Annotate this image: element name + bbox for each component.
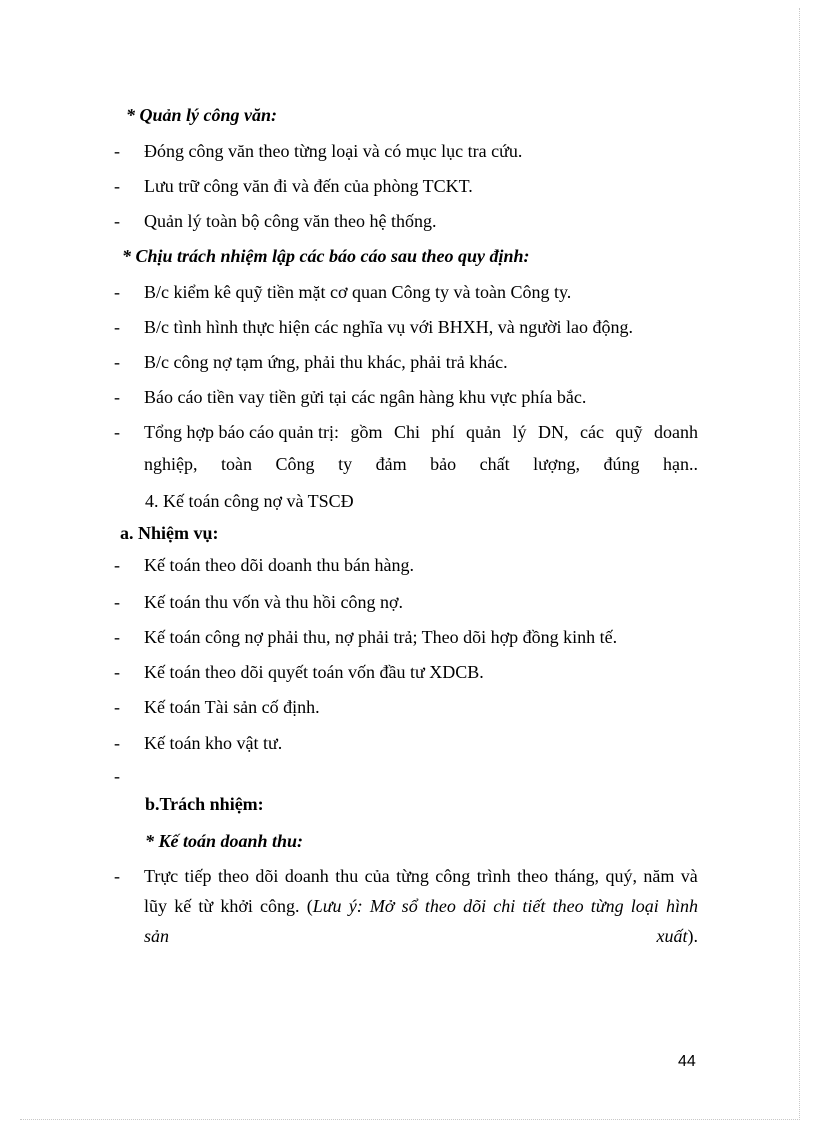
heading-bao-cao: * Chịu trách nhiệm lập các báo cáo sau theo quy định: [122, 246, 530, 266]
justified-word: gồm [350, 422, 383, 442]
list-item-text: Kế toán kho vật tư. [144, 733, 283, 753]
justified-word: Tổng hợp báo cáo quản trị: [144, 422, 339, 442]
list-item [114, 555, 698, 579]
subheading-trach-nhiem: b.Trách nhiệm: [145, 794, 264, 814]
list-item [114, 317, 698, 341]
justified-word: trình [476, 866, 511, 886]
justified-word: theo [517, 866, 549, 886]
list-item-continuation [144, 896, 698, 917]
justified-word: Trực [144, 866, 179, 886]
bullet-dash: - [114, 387, 120, 407]
list-item-text: Kế toán Tài sản cố định. [144, 697, 320, 717]
justified-word: quý, [605, 866, 637, 886]
justified-word: công [435, 866, 471, 886]
list-item-continuation: nghiệp, toàn Công ty đảm bảo chất lượng, đúng hạn.. [144, 454, 698, 474]
bullet-dash: - [114, 211, 120, 231]
justified-word: dõi [255, 866, 279, 886]
note-italic-text: Lưu ý: Mở sổ theo dõi chi tiết theo từng loại hình [312, 896, 698, 916]
bullet-dash: - [114, 766, 120, 786]
justified-word: thu [335, 866, 359, 886]
list-item-text [144, 866, 698, 947]
bullet-dash: - [114, 627, 120, 647]
list-item [114, 627, 698, 651]
justified-line [144, 866, 698, 887]
list-item-text: Kế toán theo dõi doanh thu bán hàng. [144, 555, 414, 575]
bullet-dash: - [114, 697, 120, 717]
bullet-dash: - [114, 592, 120, 612]
list-item [114, 387, 698, 411]
list-item-text: B/c kiểm kê quỹ tiền mặt cơ quan Công ty và toàn Công ty. [144, 282, 572, 302]
list-item [114, 176, 698, 200]
justified-word: từng [396, 866, 429, 886]
justified-word: tiếp [184, 866, 212, 886]
justified-word: lý [512, 422, 527, 442]
list-item-text [144, 422, 698, 475]
justified-line [144, 422, 698, 443]
list-item [114, 592, 698, 616]
list-item [114, 866, 698, 956]
bullet-dash: - [114, 422, 120, 442]
bullet-dash: - [114, 733, 120, 753]
list-item-empty [114, 766, 698, 790]
bullet-dash: - [114, 176, 120, 196]
justified-word: quỹ [615, 422, 643, 442]
continuation-text: ). [687, 926, 698, 946]
list-item-text: Kế toán công nợ phải thu, nợ phải trả; Theo dõi hợp đồng kinh tế. [144, 627, 618, 647]
page-border-right [799, 8, 800, 1120]
list-item-text: Quản lý toàn bộ công văn theo hệ thống. [144, 211, 437, 231]
list-item-text: B/c công nợ tạm ứng, phải thu khác, phải trả khác. [144, 352, 508, 372]
list-item-text: Kế toán thu vốn và thu hồi công nợ. [144, 592, 403, 612]
list-item [114, 422, 698, 482]
bullet-dash: - [114, 141, 120, 161]
bullet-dash: - [114, 282, 120, 302]
list-item [114, 352, 698, 376]
continuation-text: lũy kế từ khởi công. ( [144, 896, 313, 916]
list-item-text: Kế toán theo dõi quyết toán vốn đầu tư XDCB. [144, 662, 484, 682]
justified-word: theo [217, 866, 249, 886]
page-border-bottom [20, 1119, 800, 1120]
justified-word: của [364, 866, 390, 886]
list-item [114, 697, 698, 721]
justified-word: và [680, 866, 698, 886]
justified-word: năm [643, 866, 675, 886]
list-item-text: Lưu trữ công văn đi và đến của phòng TCKT. [144, 176, 473, 196]
subheading-nhiem-vu: a. Nhiệm vụ: [120, 523, 219, 543]
list-item [114, 211, 698, 235]
heading-quan-ly-cong-van: * Quản lý công văn: [126, 105, 278, 125]
list-item-continuation [144, 926, 698, 947]
bullet-dash: - [114, 662, 120, 682]
justified-word: doanh [284, 866, 329, 886]
list-item-text: Báo cáo tiền vay tiền gửi tại các ngân hàng khu vực phía bắc. [144, 387, 587, 407]
list-item [114, 282, 698, 306]
justified-word: quản [466, 422, 502, 442]
justified-word: DN, [538, 422, 569, 442]
justified-word: Chi [393, 422, 420, 442]
section-title: 4. Kế toán công nợ và TSCĐ [145, 491, 354, 511]
page-number: 44 [678, 1053, 696, 1070]
list-item-text: B/c tình hình thực hiện các nghĩa vụ với BHXH, và người lao động. [144, 317, 633, 337]
bullet-dash: - [114, 866, 120, 886]
justified-word: doanh [654, 422, 698, 442]
list-item [114, 662, 698, 686]
heading-ke-toan-doanh-thu: * Kế toán doanh thu: [145, 831, 304, 851]
justified-word: tháng, [554, 866, 600, 886]
bullet-dash: - [114, 555, 120, 575]
bullet-dash: - [114, 352, 120, 372]
note-italic-text: sản xuất [144, 926, 688, 946]
justified-word: các [580, 422, 604, 442]
list-item [114, 141, 698, 165]
list-item-text: Đóng công văn theo từng loại và có mục lục tra cứu. [144, 141, 523, 161]
justified-word: phí [431, 422, 455, 442]
bullet-dash: - [114, 317, 120, 337]
list-item [114, 733, 698, 757]
